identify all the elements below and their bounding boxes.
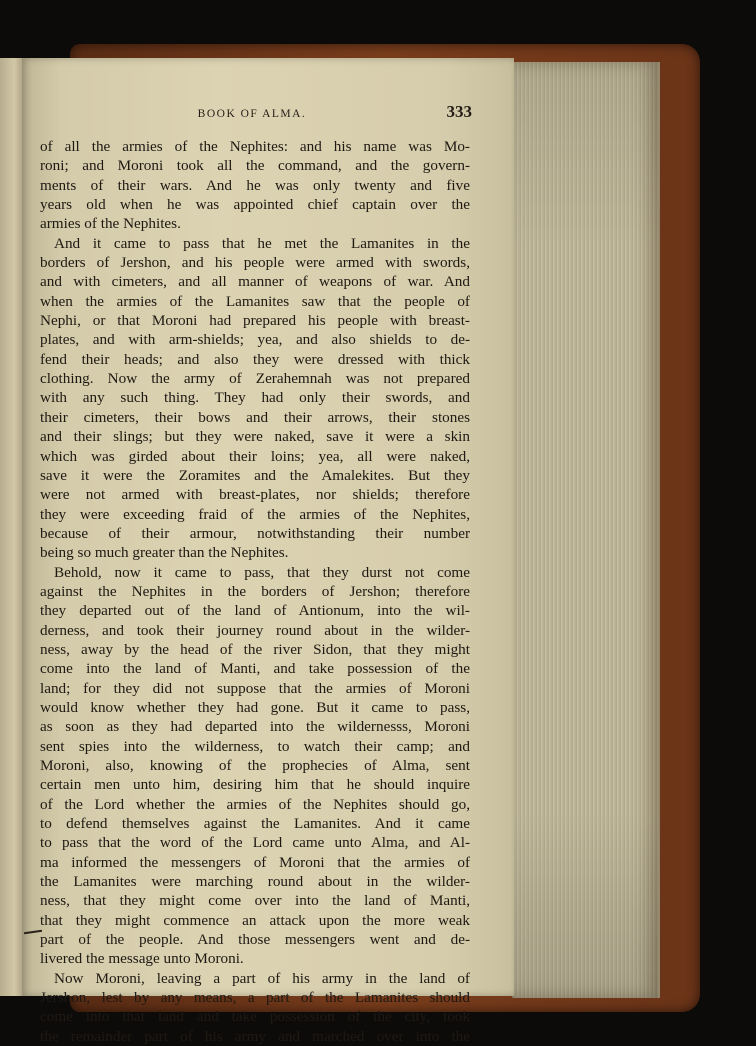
text-line: ma informed the messengers of Moroni that the armies of <box>40 853 470 871</box>
text-line: sent spies into the wilderness, to watch their camp; and <box>40 737 470 755</box>
text-line: certain men unto him, desiring him that he should inquire <box>40 776 470 794</box>
text-line: part of the people. And those messengers went and de- <box>40 931 470 949</box>
text-line: they were exceeding fraid of the armies of the Nephites, <box>40 505 470 523</box>
text-line: being so much greater than the Nephites. <box>40 544 289 562</box>
text-line: of the Lord whether the armies of the Nephites should go, <box>40 795 470 813</box>
text-line: ness, away by the head of the river Sidon, that they might <box>40 640 470 658</box>
text-line: ments of their wars. And he was only twenty and five <box>40 176 470 194</box>
text-line: save it were the Zoramites and the Amalekites. But they <box>40 466 470 484</box>
text-line: to pass that the word of the Lord came unto Alma, and Al- <box>40 834 470 852</box>
text-line: derness, and took their journey round about in the wilder- <box>40 621 470 639</box>
text-line: years old when he was appointed chief captain over the <box>40 196 470 214</box>
text-line: of all the armies of the Nephites: and his name was Mo- <box>40 138 470 155</box>
text-line: that they might commence an attack upon the more weak <box>40 911 470 929</box>
text-line: against the Nephites in the borders of Jershon; therefore <box>40 582 470 600</box>
text-line: because of their armour, notwithstanding their number <box>40 524 470 542</box>
text-line: would know whether they had gone. But it came to pass, <box>40 698 470 716</box>
text-line: Jershon, lest by any means, a part of the Lamanites should <box>40 989 470 1007</box>
text-line: Nephi, or that Moroni had prepared his people with breast- <box>40 312 470 330</box>
text-line: clothing. Now the army of Zerahemnah was not prepared <box>40 370 470 388</box>
text-line: to defend themselves against the Lamanites. And it came <box>40 815 470 833</box>
text-line: Moroni, also, knowing of the prophecies of Alma, sent <box>40 757 470 774</box>
text-line: come into that land and take possession of the city, took <box>40 1008 470 1026</box>
text-line: as soon as they had departed into the wildernesss, Moroni <box>40 718 470 736</box>
fore-edge-shadow <box>512 62 658 998</box>
text-line: the remainder part of his army and marched over into the <box>40 1027 470 1045</box>
text-line: plates, and with arm-shields; yea, and also shields to de- <box>40 331 470 349</box>
running-head <box>32 100 472 126</box>
text-line: Behold, now it came to pass, that they durst not come <box>54 563 470 581</box>
text-line: the Lamanites were marching round about in the wilder- <box>40 873 470 891</box>
text-line: come into the land of Manti, and take possession of the <box>40 660 470 678</box>
text-line: fend their heads; and also they were dressed with thick <box>40 350 470 368</box>
text-line: and their slings; but they were naked, save it were a skin <box>40 428 470 446</box>
text-line: and with cimeters, and all manner of weapons of war. And <box>40 273 470 291</box>
running-title: BOOK OF ALMA. <box>197 108 307 120</box>
text-line: they departed out of the land of Antionum, into the wil- <box>40 602 470 620</box>
text-line: livered the message unto Moroni. <box>40 950 244 968</box>
text-line: land; for they did not suppose that the armies of Moroni <box>40 679 470 697</box>
text-line: And it came to pass that he met the Lamanites in the <box>54 234 470 252</box>
text-line: roni; and Moroni took all the command, and the govern- <box>40 157 470 175</box>
page-number: 333 <box>446 102 472 121</box>
text-line: ness, that they might come over into the land of Manti, <box>40 892 470 910</box>
text-line: their cimeters, their bows and their arrows, their stones <box>40 408 470 426</box>
text-line: were not armed with breast-plates, nor shields; therefore <box>40 486 470 504</box>
text-line: borders of Jershon, and his people were armed with swords, <box>40 254 470 272</box>
text-line: with any such thing. They had only their swords, and <box>40 389 470 407</box>
text-line: which was girded about their loins; yea, all were naked, <box>40 447 470 465</box>
text-line: armies of the Nephites. <box>40 215 181 233</box>
text-line: when the armies of the Lamanites saw that the people of <box>40 292 470 310</box>
body-text <box>40 137 470 1046</box>
text-line: Now Moroni, leaving a part of his army in the land of <box>54 969 470 987</box>
